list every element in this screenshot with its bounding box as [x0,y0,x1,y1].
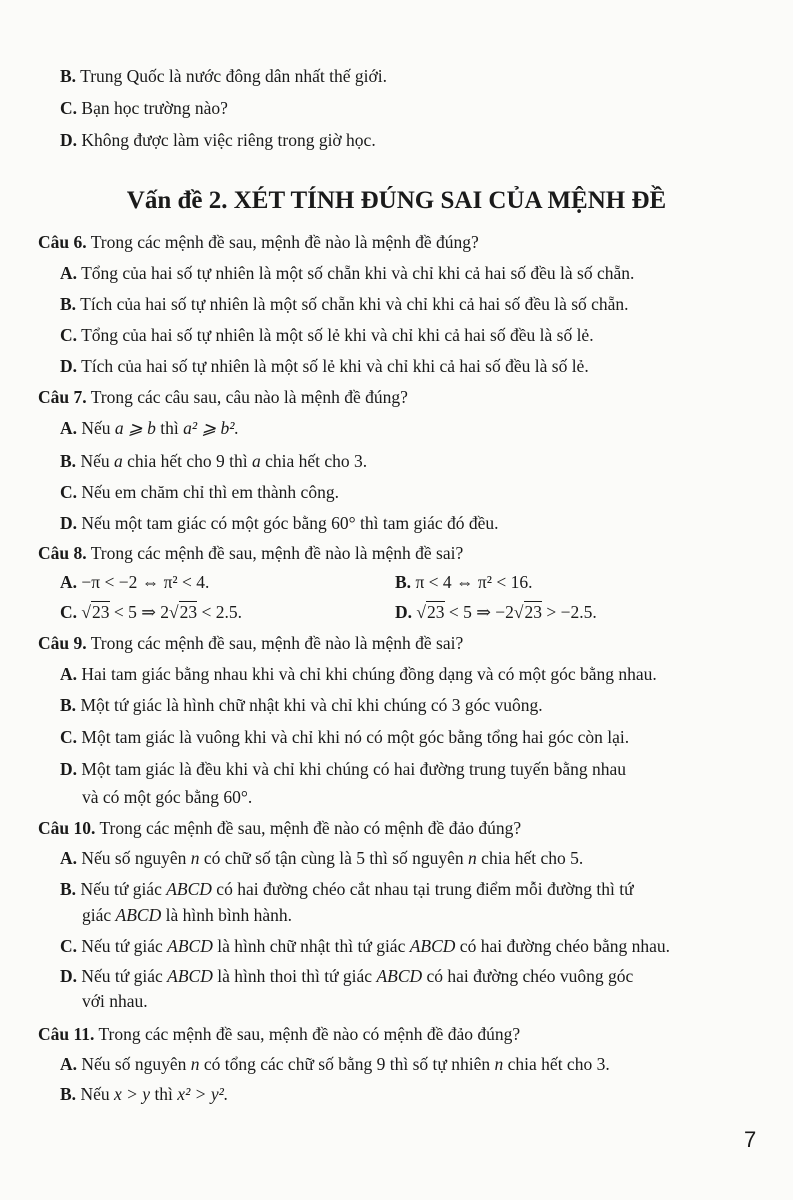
item-d: D. Không được làm việc riêng trong giờ học. [60,130,376,150]
q8-option-c: C. √23 < 5 ⇒ 2√23 < 2.5. [60,602,243,622]
question-7: Câu 7. Trong các câu sau, câu nào là mệnh đề đúng? [38,387,408,407]
q7-option-b: B. Nếu a chia hết cho 9 thì a chia hết cho 3. [60,451,368,471]
q9-option-d-continuation: và có một góc bằng 60°. [82,787,253,807]
q10-option-d-continuation: với nhau. [82,991,148,1011]
q11-option-a: A. Nếu số nguyên n có tổng các chữ số bằng 9 thì số tự nhiên n chia hết cho 3. [60,1054,610,1074]
q8-option-d: D. √23 < 5 ⇒ −2√23 > −2.5. [395,602,597,622]
page-number: 7 [744,1127,757,1152]
question-9: Câu 9. Trong các mệnh đề sau, mệnh đề nào là mệnh đề sai? [38,633,464,653]
question-6: Câu 6. Trong các mệnh đề sau, mệnh đề nào là mệnh đề đúng? [38,232,479,252]
q8-option-b: B. π < 4 ⇔ π² < 16. [395,572,533,592]
q7-option-d: D. Nếu một tam giác có một góc bằng 60° thì tam giác đó đều. [60,513,499,533]
question-10: Câu 10. Trong các mệnh đề sau, mệnh đề nào có mệnh đề đảo đúng? [38,818,522,838]
q7-option-c: C. Nếu em chăm chỉ thì em thành công. [60,482,339,502]
q6-option-a: A. Tổng của hai số tự nhiên là một số chẵn khi và chỉ khi cả hai số đều là số chẵn. [60,263,635,283]
q10-option-b-continuation: giác ABCD là hình bình hành. [82,905,292,925]
q10-option-d: D. Nếu tứ giác ABCD là hình thoi thì tứ giác ABCD có hai đường chéo vuông góc [60,966,634,986]
q9-option-a: A. Hai tam giác bằng nhau khi và chỉ khi chúng đồng dạng và có một góc bằng nhau. [60,664,657,684]
q10-option-a: A. Nếu số nguyên n có chữ số tận cùng là 5 thì số nguyên n chia hết cho 5. [60,848,584,868]
section-heading: Vấn đề 2. XÉT TÍNH ĐÚNG SAI CỦA MỆNH ĐỀ [126,187,667,214]
question-8: Câu 8. Trong các mệnh đề sau, mệnh đề nào là mệnh đề sai? [38,543,464,563]
q6-option-b: B. Tích của hai số tự nhiên là một số chẵn khi và chỉ khi cả hai số đều là số chẵn. [60,294,629,314]
q6-option-d: D. Tích của hai số tự nhiên là một số lẻ khi và chỉ khi cả hai số đều là số lẻ. [60,356,589,376]
q9-option-d: D. Một tam giác là đều khi và chỉ khi chúng có hai đường trung tuyến bằng nhau [60,759,626,779]
q9-option-c: C. Một tam giác là vuông khi và chỉ khi nó có một góc bằng tổng hai góc còn lại. [60,727,630,747]
q9-option-b: B. Một tứ giác là hình chữ nhật khi và chỉ khi chúng có 3 góc vuông. [60,695,543,715]
q6-option-c: C. Tổng của hai số tự nhiên là một số lẻ khi và chỉ khi cả hai số đều là số lẻ. [60,325,594,345]
item-c: C. Bạn học trường nào? [60,98,228,118]
q7-option-a: A. Nếu a ⩾ b thì a² ⩾ b². [60,418,239,438]
item-b: B. Trung Quốc là nước đông dân nhất thế giới. [60,66,387,86]
q10-option-b: B. Nếu tứ giác ABCD có hai đường chéo cắt nhau tại trung điểm mỗi đường thì tứ [60,879,634,899]
q8-option-a: A. −π < −2 ⇔ π² < 4. [60,572,210,592]
q11-option-b: B. Nếu x > y thì x² > y². [60,1084,229,1104]
q10-option-c: C. Nếu tứ giác ABCD là hình chữ nhật thì tứ giác ABCD có hai đường chéo bằng nhau. [60,936,671,956]
question-11: Câu 11. Trong các mệnh đề sau, mệnh đề nào có mệnh đề đảo đúng? [38,1024,521,1044]
